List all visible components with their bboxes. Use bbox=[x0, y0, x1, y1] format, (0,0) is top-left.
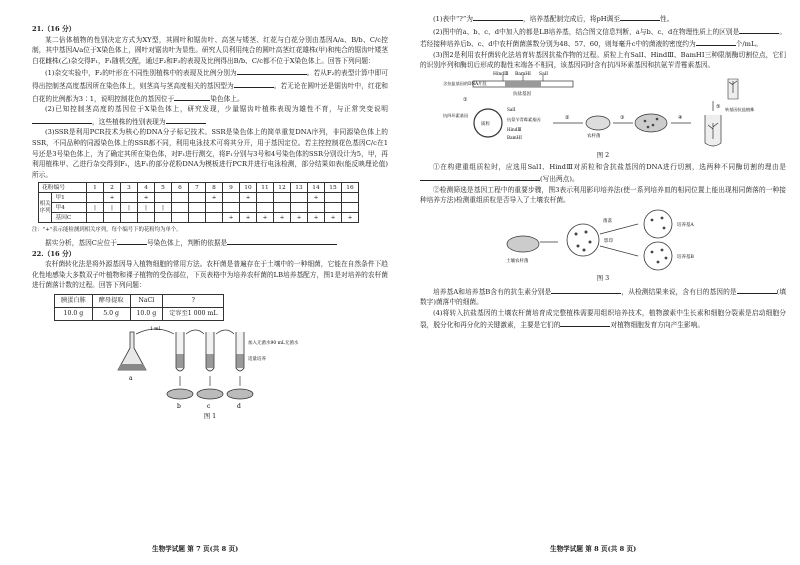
table-cell bbox=[223, 203, 240, 213]
table-header-cell: 11 bbox=[257, 183, 274, 193]
fig3-label: 培养基A bbox=[677, 222, 694, 228]
q22-intro: 农杆菌转化法是将外源基因导入植物细胞的常用方法。农杆菌是普遍存在于土壤中的一种细菌，它能在自然条件下趋化性地感染大多数双子叶植物和裸子植物的受伤部位，下页表格中为培养农杆菌的LB培养基配方，图1是对培养的农杆菌进行菌落计数的过程。回答下列问题： bbox=[32, 260, 388, 290]
table-cell: | bbox=[155, 203, 172, 213]
table-cell: + bbox=[308, 193, 325, 203]
salt-gene-segment-icon bbox=[505, 81, 541, 87]
petri-dish-icon bbox=[167, 389, 193, 399]
q22-heading: 22.（16 分） bbox=[32, 249, 76, 258]
answer-blank[interactable] bbox=[739, 25, 779, 34]
fig1-label-d: d bbox=[237, 402, 241, 410]
table-header-cell: 10 bbox=[240, 183, 257, 193]
fig2-label: SalⅠ bbox=[507, 106, 516, 112]
q21-heading: 21.（16 分） bbox=[32, 25, 76, 33]
q22-part4-text-b: 对植物细胞发育方向产生影响。 bbox=[610, 321, 705, 330]
table-cell: + bbox=[240, 213, 257, 223]
table-cell bbox=[172, 193, 189, 203]
table-header-cell: 花粉编号 bbox=[39, 183, 87, 193]
tube-liquid-icon bbox=[177, 354, 184, 368]
table-cell bbox=[325, 203, 342, 213]
q21-part1-text-b: 。若从F₂的表型计算中即可得出控制茎高度基因所在染色体上，则茎高与茎高度相关的基因型为 bbox=[32, 69, 389, 90]
table-header-cell: 12 bbox=[274, 183, 291, 193]
table-cell bbox=[155, 213, 172, 223]
fig1-note-3: 适量培养 bbox=[248, 356, 266, 362]
table-cell: + bbox=[257, 213, 274, 223]
table-header-cell: 9 bbox=[223, 183, 240, 193]
table-row bbox=[39, 213, 359, 223]
answer-blank[interactable] bbox=[237, 66, 307, 75]
fig3-label: 菌落 bbox=[603, 218, 612, 224]
step-num: ④ bbox=[678, 114, 683, 121]
table-header-cell: 7 bbox=[189, 183, 206, 193]
figure-2 bbox=[443, 71, 763, 149]
figure-3-drawing bbox=[478, 208, 728, 272]
step-num: ⑤ bbox=[716, 103, 721, 110]
flask-liquid-icon bbox=[118, 364, 146, 370]
q22-part2-text-a: (2)图中的a、b、c、d中加入的都是LB培养基，结合图文信息判断，a与b、c、d在物理性质上的区别是 bbox=[433, 27, 740, 36]
figure-1-drawing bbox=[110, 324, 310, 410]
q22-part1 bbox=[420, 12, 786, 25]
q22-part3-text-c: (写出两点)。 bbox=[540, 175, 579, 184]
tube-liquid-icon bbox=[237, 354, 244, 368]
q22-part2-text-c: 个/mL。 bbox=[735, 40, 763, 49]
lb-cell: 胰蛋白胨 bbox=[55, 294, 93, 307]
table-cell bbox=[257, 203, 274, 213]
table-cell: + bbox=[308, 213, 325, 223]
fig2-label: BamHⅠ bbox=[507, 134, 522, 140]
table-cell: | bbox=[121, 203, 138, 213]
table-header-cell: 16 bbox=[342, 183, 359, 193]
table-cell: + bbox=[342, 213, 359, 223]
q21-part3-text-c: 号染色体上，判断的依据是 bbox=[147, 238, 228, 247]
table-cell: | bbox=[138, 203, 155, 213]
tube-liquid-icon bbox=[207, 354, 214, 368]
table-cell bbox=[172, 213, 189, 223]
lb-cell: 酵母提取 bbox=[92, 294, 130, 307]
table-cell bbox=[342, 203, 359, 213]
table-cell: + bbox=[240, 193, 257, 203]
q22-part3-1 bbox=[420, 162, 786, 185]
left-column bbox=[32, 24, 388, 422]
q22-part3-text-e: 培养基A和培养基B含有的抗生素分别是 bbox=[433, 287, 552, 296]
q21-part3-answer bbox=[32, 236, 388, 249]
table-cell bbox=[87, 193, 104, 203]
lb-medium-table bbox=[54, 294, 224, 321]
footer-right: 生物学试题 第 8 页(共 8 页) bbox=[550, 545, 637, 553]
q21-part3: (3)SSR是利用PCR技术为核心的DNA分子标记技术。SSR是染色体上的简单重复DNA序列，非同源染色体上的SSR，不同品种的同源染色体上的SSR都不同，利用电泳技术可将其分开，用于基因定位。若主控控制花色基因C/c在1号还是3号染色体上，为了确定其所在染色体，对F₁进行测交，将F₁分别与3号和4号染色体的SSR分别设计为5，甲，再利用植株甲、乙进行杂交得到F₁，选F₁的部分花粉DNA为模板进行PCR并进行电泳检测，部分结果如表(能反映理论值)所示。 bbox=[32, 128, 388, 179]
q21-part2-text-b: ，这些植株的性别表现为 bbox=[92, 117, 166, 126]
table-cell bbox=[240, 203, 257, 213]
table-cell bbox=[87, 213, 104, 223]
answer-blank[interactable] bbox=[117, 236, 147, 245]
q21-part2-text-a: (2)已知控制茎高度的基因位于X染色体上，研究发现，少量锯齿叶植株表现为雄性不育，与正常突变说明 bbox=[45, 105, 388, 114]
table-cell: | bbox=[104, 203, 121, 213]
table-header-cell: 1 bbox=[87, 183, 104, 193]
figure-2-drawing bbox=[443, 71, 763, 149]
table-cell: | bbox=[87, 203, 104, 213]
table-cell bbox=[189, 213, 206, 223]
figure-1-caption: 图 1 bbox=[203, 411, 217, 420]
q22-part4-text-a: (4)将转入抗盐基因的土壤农杆菌培育成完整植株需要用组织培养技术，植物激素中生长素和细胞分裂素是启动细胞分裂，脱分化和再分化的关键激素，主要是它们的 bbox=[420, 308, 786, 330]
lb-cell: 10.0 g bbox=[130, 307, 163, 320]
lb-cell: NaCl bbox=[130, 294, 163, 307]
table-header-cell: 4 bbox=[138, 183, 155, 193]
table-cell bbox=[104, 213, 121, 223]
table-cell bbox=[257, 193, 274, 203]
table-header-cell: 15 bbox=[325, 183, 342, 193]
q22-part3-2: ②检测筛选是基因工程中的重要步骤，图3表示利用影印培养法(使一系列培养皿的相同位置上能出现相同菌落的一种接种培养方法)检测重组质粒是否导入了土壤农杆菌。 bbox=[420, 185, 786, 205]
answer-blank[interactable] bbox=[696, 37, 736, 46]
table-cell bbox=[342, 193, 359, 203]
fig1-label-c: c bbox=[207, 402, 211, 410]
soil-bacteria-dish-icon bbox=[507, 236, 539, 252]
fig2-label: 农杆菌 bbox=[587, 133, 601, 139]
answer-blank[interactable] bbox=[737, 285, 777, 294]
answer-blank[interactable] bbox=[473, 12, 523, 21]
table-cell bbox=[172, 203, 189, 213]
footer-left: 生物学试题 第 7 页(共 8 页) bbox=[152, 545, 239, 553]
q22-part4 bbox=[420, 308, 786, 331]
table-cell bbox=[206, 203, 223, 213]
table-cell bbox=[291, 203, 308, 213]
table-cell bbox=[121, 193, 138, 203]
fig2-label: BamHⅠ bbox=[515, 71, 531, 77]
q21-part2 bbox=[32, 104, 388, 127]
table-cell bbox=[121, 213, 138, 223]
agrobacterium-icon bbox=[586, 116, 610, 130]
table1-note: 注："+"表示能检测到相关序列，每个编号下的花粉均为单个。 bbox=[32, 227, 182, 234]
fig1-label-a: a bbox=[129, 374, 133, 382]
fig3-label: 培养基B bbox=[677, 254, 694, 260]
table-cell bbox=[308, 203, 325, 213]
table-row-label: 甲1 bbox=[52, 193, 87, 203]
table-cell bbox=[274, 203, 291, 213]
q21-part1-text-c: 。若无论在圆叶还是锯齿叶中，红花和白花的比例都为3∶1，说明控制花色的基因位于 bbox=[32, 81, 388, 103]
master-plate-icon bbox=[567, 224, 599, 256]
table-cell bbox=[325, 193, 342, 203]
table-cell: + bbox=[274, 213, 291, 223]
q21-part1-text-d: 染色体上。 bbox=[210, 94, 244, 103]
fig2-label: HindⅢ bbox=[507, 126, 522, 132]
fig2-label: 抗四环素基因 bbox=[443, 112, 469, 118]
culture-dish-icon bbox=[635, 114, 667, 132]
table-cell bbox=[274, 193, 291, 203]
table-cell: + bbox=[104, 193, 121, 203]
fig2-label: HindⅢ bbox=[493, 71, 509, 77]
figure-2-caption: 图 2 bbox=[596, 150, 610, 159]
q21-intro: 某二倍体植物的性别决定方式为XY型，其圆叶和锯齿叶、高茎与矮茎、红花与白花分别由基因A/a、B/b、C/c控制，其中基因A/a位于X染色体上，圆叶对锯齿叶为显性。研究人员利用纯合的圆叶高茎红花雄株(甲)和纯合的锯齿叶矮茎白花雌株(乙)杂交得F₁，F₁随机交配，通过F₂和F₃的表现及比例得出B/b、C/c都不位于X染色体上。回答下列问题： bbox=[32, 35, 388, 65]
figure-3-caption: 图 3 bbox=[596, 273, 610, 282]
answer-blank[interactable] bbox=[560, 318, 610, 327]
fig2-label: 含抗盐基因的DNA片段 bbox=[443, 80, 487, 86]
q22-part3-3 bbox=[420, 285, 786, 308]
table-row bbox=[39, 193, 359, 203]
table-cell: + bbox=[291, 213, 308, 223]
table-row bbox=[39, 203, 359, 213]
table-row-label: 基因C bbox=[52, 213, 87, 223]
table-cell: + bbox=[206, 193, 223, 203]
table-side-label: 相关序列 bbox=[39, 193, 52, 223]
fig1-label-b: b bbox=[177, 402, 181, 410]
table-cell bbox=[291, 193, 308, 203]
fig1-note-1: 1 mL bbox=[150, 326, 162, 332]
q22-part3: (3)图2是利用农杆菌转化法培育转基因抗盐作物的过程。质粒上有SalⅠ、HindⅢ、BamHⅠ三种限制酶切割位点，它们的识别序列和酶切后形成的黏性末端各不相同，该基因同时含有抗四环素基因和抗氨苄青霉素基因。 bbox=[420, 50, 786, 70]
q22-part1-text-b: ，培养基配制完成后，将pH调至 bbox=[522, 15, 621, 23]
table-cell bbox=[189, 193, 206, 203]
step-num: ② bbox=[565, 114, 570, 121]
table-cell: + bbox=[325, 213, 342, 223]
fig1-note-2: 加入无菌水90 mL无菌水 bbox=[248, 340, 299, 346]
petri-dish-icon bbox=[227, 389, 253, 399]
table-header-cell: 3 bbox=[121, 183, 138, 193]
transfer-arrow-icon bbox=[216, 330, 234, 334]
figure-3 bbox=[478, 208, 728, 272]
table-header-cell: 14 bbox=[308, 183, 325, 193]
table-cell bbox=[189, 203, 206, 213]
table-header-cell: 5 bbox=[155, 183, 172, 193]
figure-1 bbox=[110, 324, 310, 410]
table-cell bbox=[206, 213, 223, 223]
fig2-label: SalⅠ bbox=[539, 71, 548, 77]
answer-blank[interactable] bbox=[166, 115, 206, 124]
table-cell: + bbox=[223, 213, 240, 223]
q21-part3-text-b: 据实分析，基因C应位于 bbox=[45, 238, 117, 247]
transfer-arrow-icon bbox=[186, 330, 204, 334]
answer-blank[interactable] bbox=[234, 79, 274, 88]
table-header-cell: 2 bbox=[104, 183, 121, 193]
petri-dish-icon bbox=[197, 389, 223, 399]
q22-part1-text-c: 性。 bbox=[660, 15, 674, 23]
lb-cell: ? bbox=[163, 294, 224, 307]
fig2-label: 抗氨苄青霉素基因 bbox=[507, 116, 541, 122]
table-cell: + bbox=[138, 193, 155, 203]
lb-cell: 5.0 g bbox=[92, 307, 130, 320]
q22-part1-text-a: (1)表中“?”为 bbox=[433, 15, 473, 23]
pcr-result-table bbox=[38, 182, 359, 223]
table-cell bbox=[155, 193, 172, 203]
q21-part1 bbox=[32, 66, 388, 104]
right-column bbox=[420, 12, 786, 331]
table-header-cell: 8 bbox=[206, 183, 223, 193]
plate-b-icon bbox=[644, 242, 672, 270]
answer-blank[interactable] bbox=[32, 115, 92, 124]
page-right bbox=[400, 0, 800, 565]
answer-blank[interactable] bbox=[551, 285, 621, 294]
fig2-label: 转基因抗盐植株 bbox=[725, 106, 755, 112]
step-num: ③ bbox=[620, 114, 625, 121]
lb-cell: 10.0 g bbox=[55, 307, 93, 320]
table-cell bbox=[223, 193, 240, 203]
answer-blank[interactable] bbox=[227, 236, 337, 245]
plate-a-icon bbox=[644, 210, 672, 238]
lb-cell: 定容至1 000 mL bbox=[163, 307, 224, 320]
step-num: ① bbox=[463, 96, 468, 103]
answer-blank[interactable] bbox=[174, 92, 210, 101]
fig3-label: 土壤农杆菌 bbox=[506, 258, 529, 264]
q21-part1-text-a: (1)杂交实验中，F₂的叶形在不同性别植株中的表现及比例分别为 bbox=[45, 69, 237, 78]
fig2-label: 抗盐基因 bbox=[513, 91, 531, 97]
table-cell bbox=[138, 213, 155, 223]
q22-part3-text-b: ①在构建重组质粒时，应选用SalⅠ、HindⅢ对质粒和含抗盐基因的DNA进行切割，选两种不同酶切割的理由是 bbox=[433, 162, 786, 171]
answer-blank[interactable] bbox=[620, 12, 660, 21]
table-row-label: 甲4 bbox=[52, 203, 87, 213]
fig2-label: 质粒 bbox=[481, 121, 490, 127]
q22-part2 bbox=[420, 25, 786, 50]
q22-part3-text-g: (填数字)菌落中的细菌。 bbox=[420, 287, 787, 307]
answer-blank[interactable] bbox=[420, 172, 540, 181]
table-header-cell: 6 bbox=[172, 183, 189, 193]
table-header-cell: 13 bbox=[291, 183, 308, 193]
q22-part2-text-b: 。若经接种培养后b、c、d中农杆菌菌落数分别为48、57、60，则每毫升c中的菌液的密度约为 bbox=[420, 27, 786, 49]
q22-part3-text-f: ，从检测结果来说，含有目的基因的是 bbox=[621, 287, 737, 296]
fig3-label: 影印 bbox=[604, 238, 613, 244]
